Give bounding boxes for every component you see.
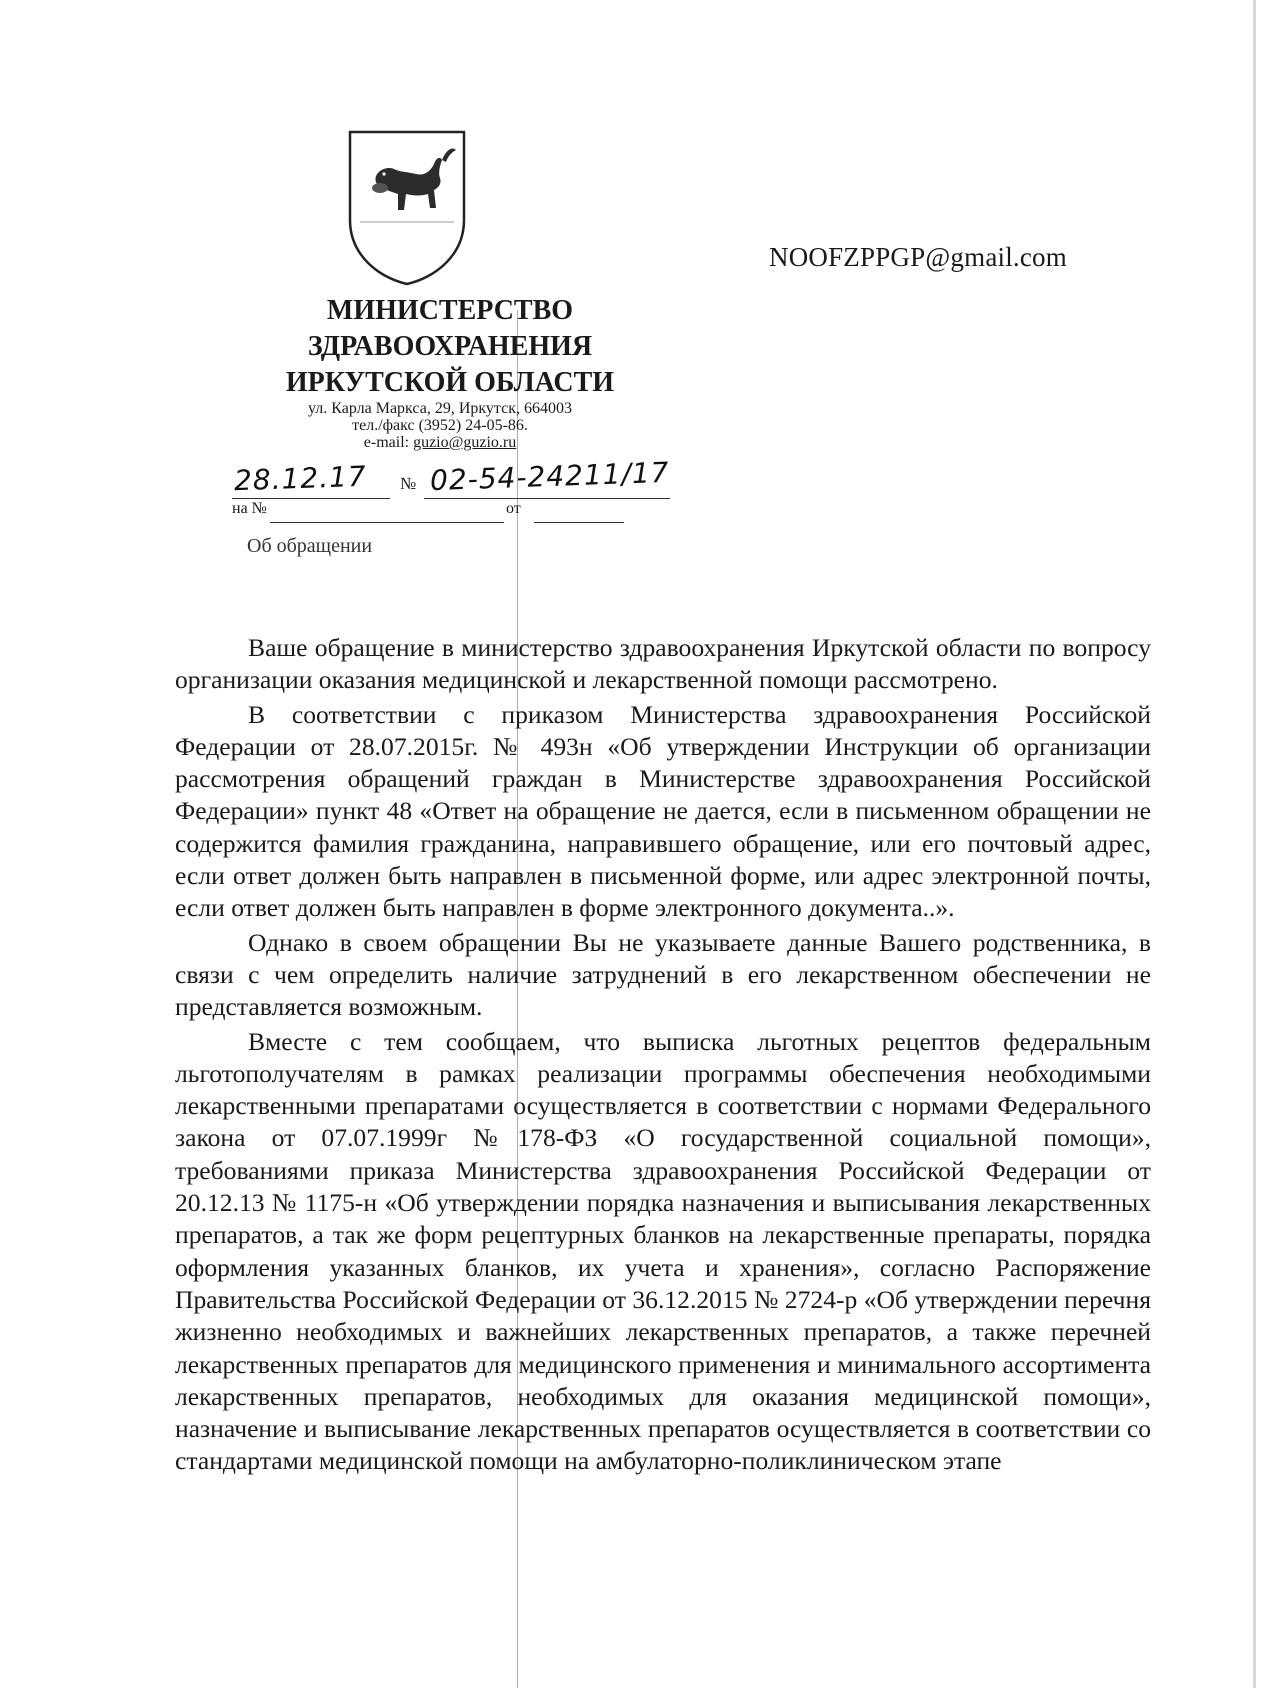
registration-line (232, 455, 692, 502)
body-paragraph: Ваше обращение в министерство здравоохранения Иркутской области по вопросу организации оказания медицинской и лекарственной помощи рассмотрено. (175, 633, 1151, 695)
scan-edge (1253, 0, 1256, 1688)
from-label: от (506, 500, 521, 517)
registration-date: 28.12.17 (233, 459, 368, 498)
date-underline (232, 498, 390, 499)
letter-subject: Об обращении (247, 535, 373, 557)
ministry-contacts (240, 400, 640, 451)
registration-number: 02-54-24211/17 (429, 455, 671, 498)
from-underline (534, 522, 624, 523)
recipient-email: NOOFZPPGP@gmail.com (769, 242, 1067, 272)
ministry-line-3: ИРКУТСКОЙ ОБЛАСТИ (285, 367, 615, 398)
number-underline (424, 498, 670, 499)
ministry-line-2: ЗДРАВООХРАНЕНИЯ (307, 331, 593, 362)
reference-line (232, 500, 692, 530)
ministry-phone: тел./факс (3952) 24-05-86. (352, 417, 528, 434)
coat-of-arms-icon (346, 128, 468, 286)
ministry-name (230, 293, 670, 401)
body-paragraph: В соответствии с приказом Министерства здравоохранения Российской Федерации от 28.07.2015г. № 493н «Об утверждении Инструкции об организации рассмотрения обращений граждан в Министерстве здравоохранения Российской Федерации» пункт 48 «Ответ на обращение не дается, если в письменном обращении не содержится фамилия гражданина, направившего обращение, или его почтовый адрес, если ответ должен быть направлен в письменной форме, или адрес электронной почты, если ответ должен быть направлен в форме электронного документа..». (175, 699, 1151, 923)
ministry-address: ул. Карла Маркса, 29, Иркутск, 664003 (308, 400, 572, 417)
email-label: e-mail: (363, 434, 414, 451)
body-paragraph: Однако в своем обращении Вы не указываете данные Вашего родственника, в связи с чем определить наличие затруднений в его лекарственном обеспечении не представляется возможным. (175, 927, 1151, 1022)
on-no-underline (270, 522, 504, 523)
ministry-email-line (240, 434, 640, 451)
number-sign: № (400, 474, 417, 493)
body-paragraph: Вместе с тем сообщаем, что выписка льготных рецептов федеральным льготополучателям в рамках реализации программы обеспечения необходимыми лекарственными препаратами осуществляется в соответствии с нормами Федерального закона от 07.07.1999г №178-ФЗ «О государственной социальной помощи», требованиями приказа Министерства здравоохранения Российской Федерации от 20.12.13 № 1175-н «Об утверждении порядка назначения и выписывания лекарственных препаратов, а так же форм рецептурных бланков на лекарственные препараты, порядка оформления указанных бланков, их учета и хранения», согласно Распоряжение Правительства Российской Федерации от 36.12.2015 № 2724-р «Об утверждении перечня жизненно необходимых и важнейших лекарственных препаратов, а также перечней лекарственных препаратов для медицинского применения и минимального ассортимента лекарственных препаратов, необходимых для оказания медицинской помощи», назначение и выписывание лекарственных препаратов осуществляется в соответствии со стандартами медицинской помощи на амбулаторно-поликлиническом этапе (175, 1026, 1151, 1476)
ministry-line-1: МИНИСТЕРСТВО (326, 295, 574, 326)
letter-body (175, 632, 1151, 1480)
ministry-email-link[interactable]: guzio@guzio.ru (413, 434, 517, 451)
on-no-label: на № (232, 500, 267, 517)
